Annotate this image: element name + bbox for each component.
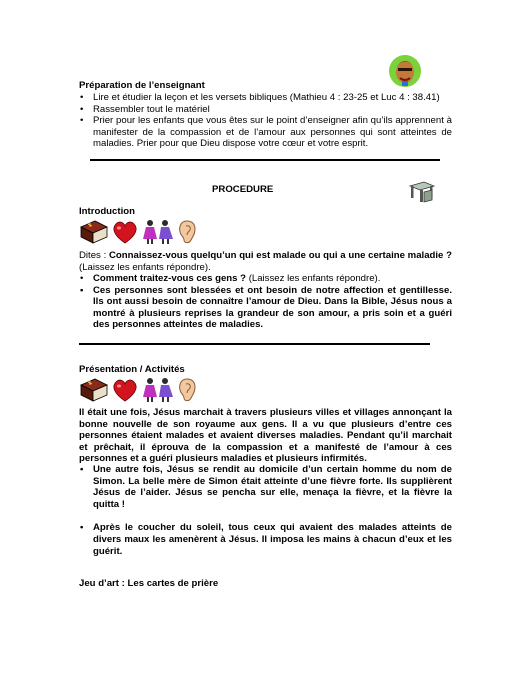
prep-title: Préparation de l’enseignant — [79, 80, 205, 91]
ear-icon — [177, 219, 197, 245]
children-icon — [141, 377, 175, 403]
dites-question: Connaissez-vous quelqu’un qui est malade ou qui a une certaine maladie ? — [109, 250, 452, 261]
art-title: Jeu d’art : Les cartes de prière — [79, 578, 219, 589]
presentation-paragraph: Il était une fois, Jésus marchait à travers plusieurs villes et villages annonçant la bonne nouvelle de son royaume aux gens. Il a vu que plusieurs d’entre ces personnes étaient malades et avaient diverses maladies. Pendant qu’il marchait et prêchait, il éprouva de la compassion et a manifesté de l’amour à ces personnes et a guéri plusieurs maladies et plusieurs infirmités. — [79, 407, 452, 465]
list-item: • Ces personnes sont blessées et ont besoin de notre affection et gentillesse. Ils ont aussi besoin de connaître l’amour de Dieu. Dans la Bible, Jésus nous a montré à plusieurs reprises la grandeur de son amour, a pris soin et a guéri des personnes atteintes de maladies. — [79, 285, 452, 331]
intro-icons — [79, 219, 197, 245]
procedure-title: PROCEDURE — [212, 184, 274, 195]
intro-dites — [79, 250, 452, 273]
bible-icon — [79, 219, 109, 245]
list-item: • Une autre fois, Jésus se rendit au domicile d’un certain homme du nom de Simon. La belle mère de Simon était atteinte d’une fièvre forte. Ils supplièrent Jésus de l’aider. Jésus se pencha sur elle, menaça la fièvre, et la fièvre la quitta ! — [79, 464, 452, 510]
ear-icon — [177, 377, 197, 403]
dites-prefix: Dites : — [79, 250, 107, 261]
list-item — [79, 273, 452, 285]
divider — [79, 343, 430, 345]
list-item: • Lire et étudier la leçon et les versets bibliques (Mathieu 4 : 23-25 et Luc 4 : 38.41) — [79, 92, 452, 104]
intro-item1-question: Comment traitez-vous ces gens ? — [93, 273, 247, 284]
prep-list — [79, 92, 452, 150]
school-desk-icon — [408, 178, 436, 204]
list-item: • Rassembler tout le matériel — [79, 104, 452, 116]
list-item: • Après le coucher du soleil, tous ceux qui avaient des malades atteints de divers maux les amenèrent à Jésus. Il imposa les mains à chacun d’eux et les guérit. — [79, 522, 452, 557]
dites-note: (Laissez les enfants répondre). — [79, 261, 211, 273]
presentation-title: Présentation / Activités — [79, 364, 185, 375]
teacher-head-icon — [388, 54, 422, 88]
intro-item1-note: (Laissez les enfants répondre). — [248, 273, 381, 284]
intro-title: Introduction — [79, 206, 135, 217]
heart-icon — [111, 219, 139, 245]
presentation-icons — [79, 377, 197, 403]
presentation-list — [79, 464, 452, 557]
divider — [90, 159, 440, 161]
children-icon — [141, 219, 175, 245]
bible-icon — [79, 377, 109, 403]
intro-list — [79, 273, 452, 331]
list-item: • Prier pour les enfants que vous êtes sur le point d’enseigner afin qu’ils apprennent à manifester de la compassion et de l’amour aux personnes qui sont atteintes de maladies. Prier pour que Dieu dispose votre cœur et votre esprit. — [79, 115, 452, 150]
heart-icon — [111, 377, 139, 403]
